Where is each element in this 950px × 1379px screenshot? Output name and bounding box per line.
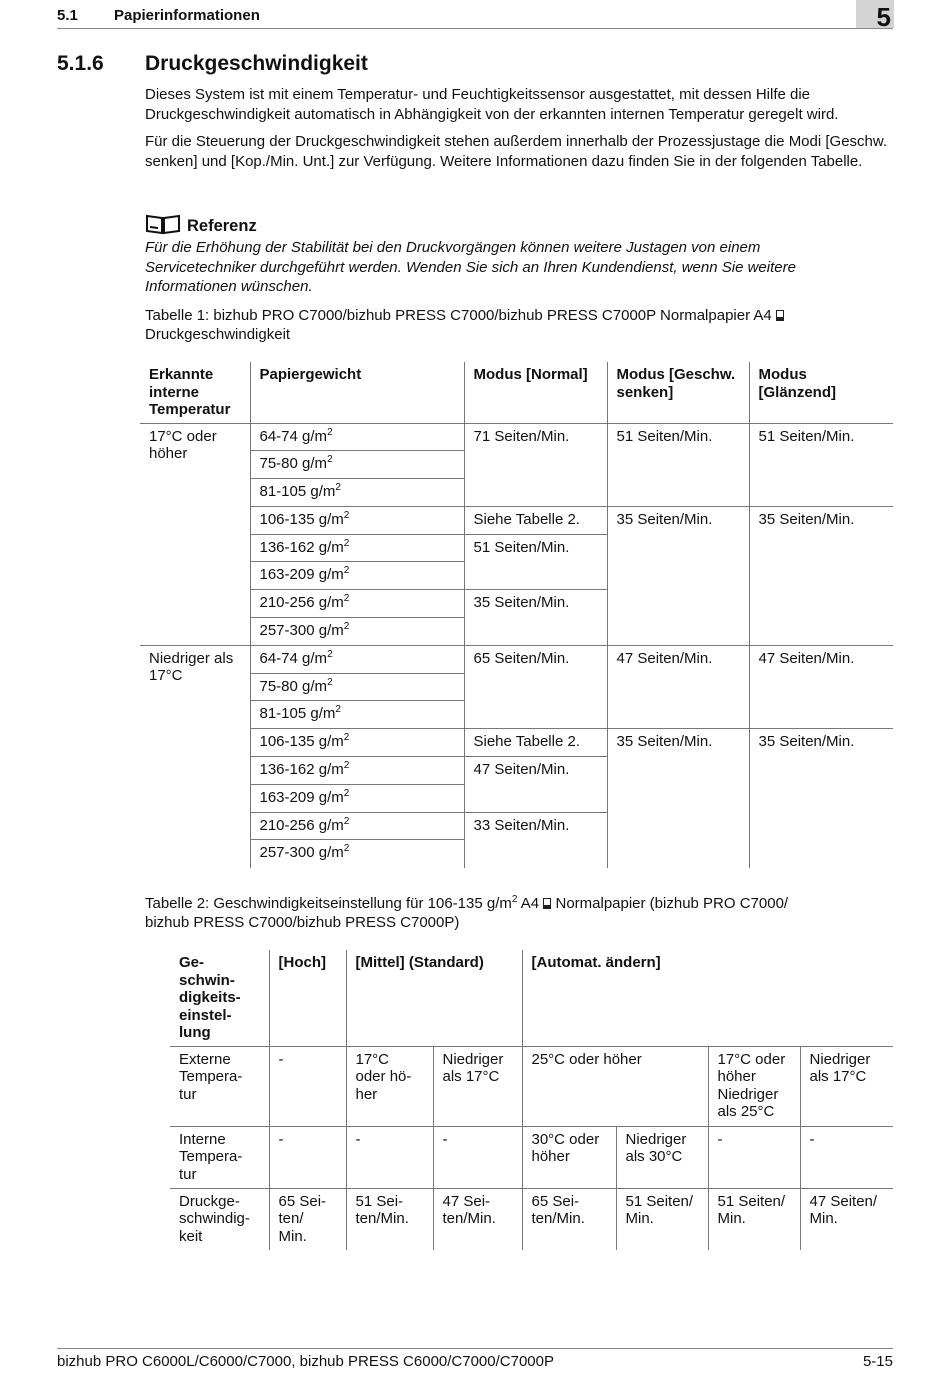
weight-cell: 75-80 $g/m^2$	[250, 673, 464, 701]
normal-speed-cell: 33 Seiten/Min.	[464, 812, 607, 868]
column-header: [Mittel] (Standard)	[346, 950, 522, 1046]
table-header-row	[170, 950, 893, 1046]
normal-speed-cell: 35 Seiten/Min.	[464, 590, 607, 646]
weight-cell: 106-135 $g/m^2$	[250, 506, 464, 534]
normal-speed-cell: Siehe Tabelle 2.	[464, 506, 607, 534]
weight-cell: 163-209 $g/m^2$	[250, 562, 464, 590]
column-header: Modus [Glänzend]	[749, 362, 893, 423]
book-icon	[145, 213, 181, 240]
weight-cell: 81-105 $g/m^2$	[250, 479, 464, 507]
table-cell: 30°C oder höher	[522, 1126, 616, 1188]
modes-paragraph: Für die Steuerung der Druckgeschwindigkeit stehen außerdem innerhalb der Prozessjustage die Modi [Geschw. senken] und [Kop./Min. Unt.] zur Verfügung. Weitere Informationen dazu finden Sie in der folgenden Tabelle.	[145, 133, 888, 170]
table-row	[170, 1046, 893, 1126]
table-cell: 25°C oder höher	[522, 1046, 708, 1126]
column-header: Modus [Normal]	[464, 362, 607, 423]
table-row	[170, 1126, 893, 1188]
table-cell: Niedriger als 17°C	[800, 1046, 893, 1126]
normal-speed-cell: 47 Seiten/Min.	[464, 757, 607, 813]
slow-speed-cell: 35 Seiten/Min.	[607, 506, 749, 645]
print-speed-table	[140, 362, 893, 868]
column-header: Ge- schwin- digkeits- einstel- lung	[170, 950, 269, 1046]
column-header: Modus [Geschw. senken]	[607, 362, 749, 423]
header-section-number: 5.1	[57, 7, 78, 24]
speed-setting-table	[170, 950, 893, 1250]
table-cell: 47 Sei- ten/Min.	[433, 1188, 522, 1250]
slow-speed-cell: 35 Seiten/Min.	[607, 729, 749, 868]
weight-cell: 64-74 $g/m^2$	[250, 423, 464, 451]
intro-paragraph: Dieses System ist mit einem Temperatur- und Feuchtigkeitssensor ausgestattet, mit dessen Hilfe die Druckgeschwindigkeit automatisch in Abhängigkeit von der erkannten internen Temperatur geregelt wird.	[145, 86, 839, 123]
table-cell: Niedriger als 30°C	[616, 1126, 708, 1188]
table2-caption: Tabelle 2: Geschwindigkeitseinstellung für 106-135 $g/m^2$ A4 Normalpapier (bizhub PRO C7000/ bizhub PRESS C7000/bizhub PRESS C7000P)	[145, 894, 789, 931]
normal-speed-cell: Siehe Tabelle 2.	[464, 729, 607, 757]
table-cell: 51 Seiten/ Min.	[616, 1188, 708, 1250]
weight-cell: 81-105 $g/m^2$	[250, 701, 464, 729]
column-header: Papiergewicht	[250, 362, 464, 423]
slow-speed-cell: 51 Seiten/Min.	[607, 423, 749, 506]
column-header: [Automat. ändern]	[522, 950, 893, 1046]
normal-speed-cell: 65 Seiten/Min.	[464, 645, 607, 728]
weight-cell: 257-300 $g/m^2$	[250, 840, 464, 868]
table-cell: 65 Sei- ten/Min.	[522, 1188, 616, 1250]
page-number: 5-15	[862, 1353, 893, 1370]
table-row	[140, 729, 893, 757]
normal-speed-cell: 71 Seiten/Min.	[464, 423, 607, 506]
temperature-cell: 17°C oder höher	[140, 423, 250, 645]
table-cell: -	[708, 1126, 800, 1188]
table-row	[170, 1188, 893, 1250]
table-cell: 65 Sei- ten/ Min.	[269, 1188, 346, 1250]
table-cell: Niedriger als 17°C	[433, 1046, 522, 1126]
gloss-speed-cell: 35 Seiten/Min.	[749, 506, 893, 645]
table-cell: -	[800, 1126, 893, 1188]
weight-cell: 210-256 $g/m^2$	[250, 812, 464, 840]
portrait-page-icon	[543, 898, 551, 909]
weight-cell: 75-80 $g/m^2$	[250, 451, 464, 479]
section-number: 5.1.6	[57, 52, 104, 75]
table1-caption-text-2: Druckgeschwindigkeit	[145, 326, 291, 343]
section-title: Druckgeschwindigkeit	[145, 52, 368, 75]
table-row	[140, 423, 893, 451]
table-cell: 51 Sei- ten/Min.	[346, 1188, 433, 1250]
table-cell: -	[269, 1126, 346, 1188]
table-cell: -	[433, 1126, 522, 1188]
column-header: [Hoch]	[269, 950, 346, 1046]
table-cell: 47 Seiten/ Min.	[800, 1188, 893, 1250]
row-label: Interne Tempera- tur	[170, 1126, 269, 1188]
portrait-page-icon	[776, 310, 784, 321]
row-label: Druckge- schwindig- keit	[179, 1192, 250, 1245]
header-section-title: Papierinformationen	[114, 7, 260, 24]
temperature-cell: Niedriger als 17°C	[149, 649, 234, 685]
reference-title: Referenz	[187, 217, 257, 235]
gloss-speed-cell: 51 Seiten/Min.	[749, 423, 893, 506]
table-cell: 17°C oder höher Niedriger als 25°C	[708, 1046, 800, 1126]
table1-caption-text: Tabelle 1: bizhub PRO C7000/bizhub PRESS C7000/bizhub PRESS C7000P Normalpapier A4	[145, 307, 772, 324]
slow-speed-cell: 47 Seiten/Min.	[607, 645, 749, 728]
weight-cell: 210-256 $g/m^2$	[250, 590, 464, 618]
weight-cell: 136-162 $g/m^2$	[250, 534, 464, 562]
weight-cell: 136-162 $g/m^2$	[250, 757, 464, 785]
table-cell: 17°C oder hö- her	[346, 1046, 433, 1126]
row-label: Externe Tempera- tur	[170, 1046, 269, 1126]
table1-caption	[145, 306, 845, 344]
weight-cell: 257-300 $g/m^2$	[250, 618, 464, 646]
table-cell: -	[346, 1126, 433, 1188]
reference-text: Für die Erhöhung der Stabilität bei den Druckvorgängen können weitere Justagen von einem Servicetechniker durchgeführt werden. Wenden Sie sich an Ihren Kundendienst, wenn Sie weitere Informationen wünschen.	[145, 239, 796, 295]
footer-product-names: bizhub PRO C6000L/C6000/C7000, bizhub PRESS C6000/C7000/C7000P	[57, 1353, 554, 1370]
gloss-speed-cell: 35 Seiten/Min.	[749, 729, 893, 868]
normal-speed-cell: 51 Seiten/Min.	[464, 534, 607, 590]
reference-heading	[145, 213, 257, 240]
table-cell: -	[269, 1046, 346, 1126]
column-header: Erkannte interne Temperatur	[140, 362, 250, 423]
table-header-row	[140, 362, 893, 423]
table-cell: 51 Seiten/ Min.	[708, 1188, 800, 1250]
weight-cell: 64-74 $g/m^2$	[250, 645, 464, 673]
table-row	[140, 506, 893, 534]
running-header	[57, 4, 893, 29]
page-footer	[57, 1348, 893, 1370]
table-row	[140, 645, 893, 673]
weight-cell: 163-209 $g/m^2$	[250, 784, 464, 812]
weight-cell: 106-135 $g/m^2$	[250, 729, 464, 757]
gloss-speed-cell: 47 Seiten/Min.	[749, 645, 893, 728]
chapter-tab: 5	[856, 0, 894, 28]
